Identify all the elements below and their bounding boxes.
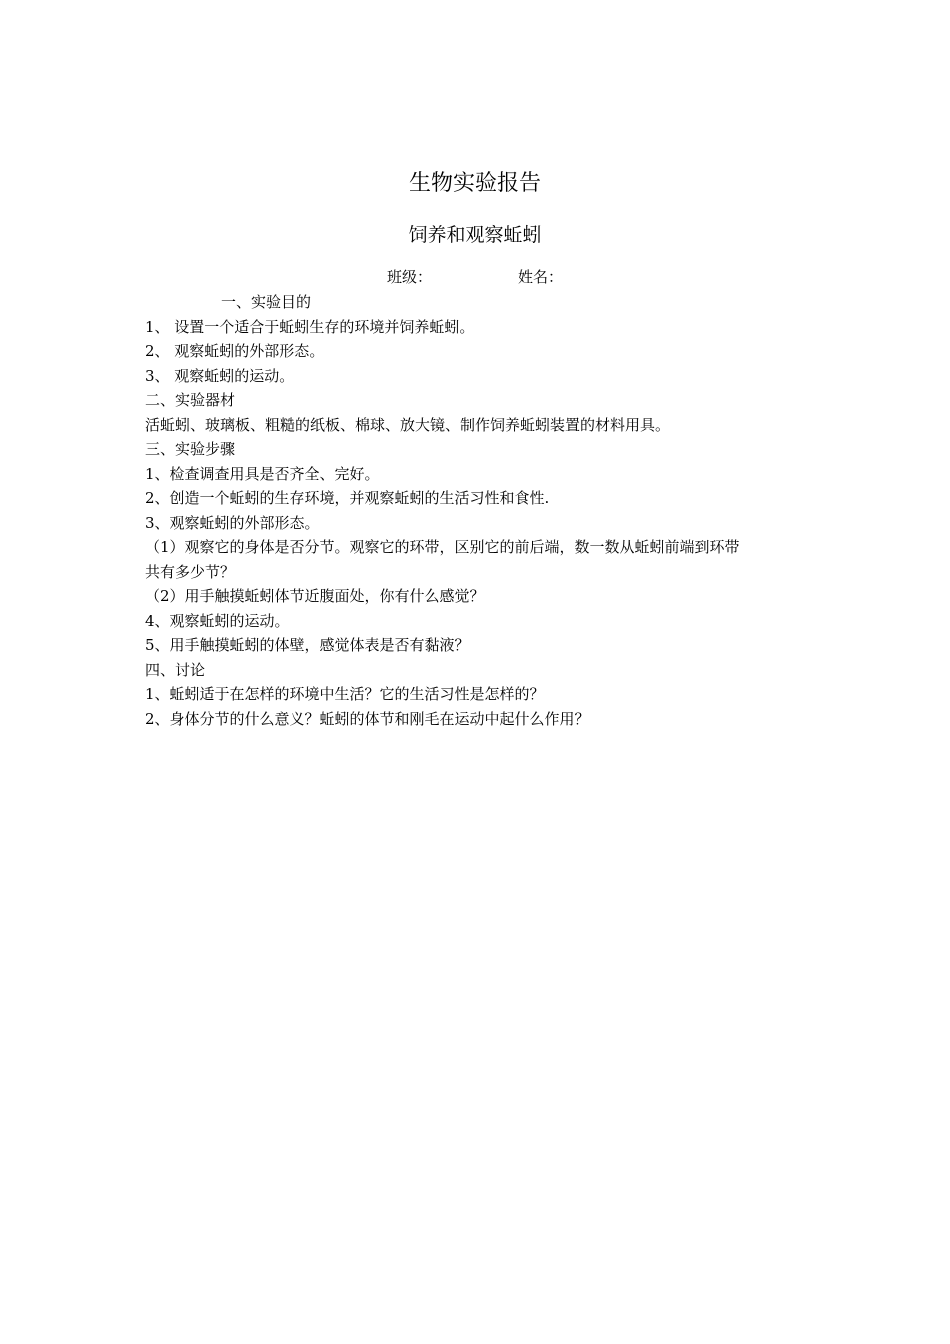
- class-name-line: [387, 266, 563, 288]
- step-item: 4、观察蚯蚓的运动。: [145, 611, 290, 630]
- class-label: 班级：: [387, 268, 433, 286]
- step-item: 3、观察蚯蚓的外部形态。: [145, 513, 320, 532]
- section-heading-discussion: 四、讨论: [145, 660, 206, 679]
- discussion-item: 1、蚯蚓适于在怎样的环境中生活？它的生活习性是怎样的？: [145, 685, 545, 703]
- purpose-item: 3、 观察蚯蚓的运动。: [145, 366, 295, 385]
- step-item: 5、用手触摸蚯蚓的体壁，感觉体表是否有黏液？: [145, 636, 470, 654]
- purpose-item: 1、 设置一个适合于蚯蚓生存的环境并饲养蚯蚓。: [145, 317, 475, 336]
- document-subtitle: 饲养和观察蚯蚓: [408, 224, 542, 246]
- document-title: 生物实验报告: [408, 171, 541, 196]
- step-item: 2、创造一个蚯蚓的生存环境，并观察蚯蚓的生活习性和食性.: [145, 489, 550, 507]
- report-body: [145, 290, 825, 731]
- section-heading-materials: 二、实验器材: [145, 391, 236, 409]
- step-item: 1、检查调查用具是否齐全、完好。: [145, 464, 380, 483]
- purpose-item: 2、 观察蚯蚓的外部形态。: [145, 342, 325, 360]
- section-heading-purpose: 一、实验目的: [221, 293, 312, 311]
- step-sub-item-continued: 共有多少节？: [145, 562, 236, 581]
- step-sub-item: （2）用手触摸蚯蚓体节近腹面处，你有什么感觉？: [145, 587, 485, 605]
- step-sub-item: （1）观察它的身体是否分节。观察它的环带，区别它的前后端，数一数从蚯蚓前端到环带: [145, 538, 740, 556]
- discussion-item: 2、身体分节的什么意义？蚯蚓的体节和刚毛在运动中起什么作用？: [145, 709, 590, 728]
- materials-text: 活蚯蚓、玻璃板、粗糙的纸板、棉球、放大镜、制作饲养蚯蚓装置的材料用具。: [145, 415, 671, 434]
- section-heading-steps: 三、实验步骤: [145, 440, 236, 458]
- name-label: 姓名：: [518, 268, 564, 286]
